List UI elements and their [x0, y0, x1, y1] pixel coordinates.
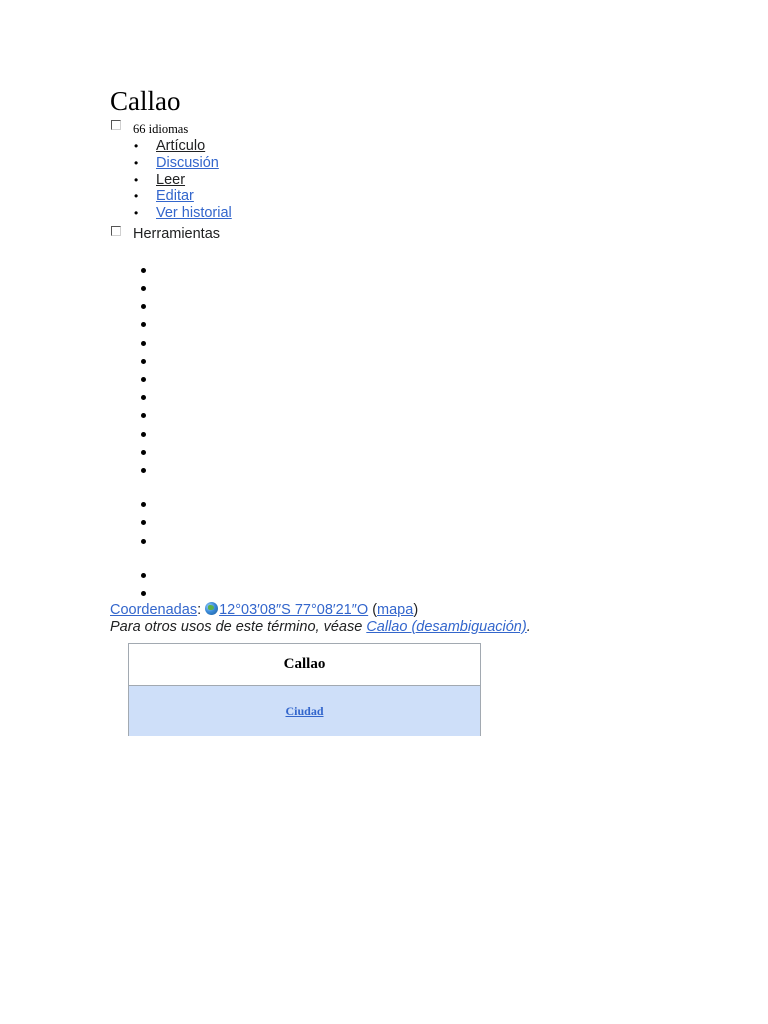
tab-discusion[interactable] [134, 155, 219, 172]
tools-list-bullet [141, 286, 146, 291]
tools-toggle-checkbox[interactable] [111, 226, 121, 236]
tools-list-bullet [141, 502, 146, 507]
bullet-icon: • [134, 139, 139, 153]
tab-ver-historial-link[interactable]: Ver historial [156, 205, 232, 221]
bullet-icon: • [134, 206, 139, 220]
tools-list-bullet [141, 573, 146, 578]
infobox-type-row [129, 686, 480, 736]
tab-articulo[interactable] [134, 138, 205, 155]
tab-leer-link[interactable]: Leer [156, 172, 186, 188]
bullet-icon: • [134, 189, 139, 203]
disambiguation-hatnote [110, 618, 531, 636]
tools-list-bullet [141, 341, 146, 346]
tools-list-bullet [141, 450, 146, 455]
hatnote-suffix: . [526, 619, 531, 635]
hatnote-prefix: Para otros usos de este término, véase [110, 619, 367, 635]
tools-list-bullet [141, 432, 146, 437]
tools-list-bullet [141, 322, 146, 327]
coordinates-separator: : [197, 602, 202, 618]
infobox-type-link[interactable]: Ciudad [285, 704, 324, 718]
tools-list-bullet [141, 268, 146, 273]
map-link[interactable]: mapa [377, 602, 414, 618]
bullet-icon: • [134, 156, 139, 170]
tools-button[interactable]: Herramientas [133, 226, 221, 242]
coordinates-open-paren: ( [368, 602, 378, 618]
tools-list-bullet [141, 591, 146, 596]
tab-leer[interactable] [134, 172, 185, 189]
tab-ver-historial[interactable] [134, 205, 232, 222]
languages-button[interactable]: 66 idiomas [133, 122, 189, 136]
coordinates-close-paren: ) [413, 602, 419, 618]
coordinates-line [110, 601, 418, 619]
tab-discusion-link[interactable]: Discusión [156, 155, 219, 171]
tools-list-bullet [141, 377, 146, 382]
tools-list-bullet [141, 520, 146, 525]
tools-list-bullet [141, 468, 146, 473]
tools-list-bullet [141, 395, 146, 400]
tab-editar-link[interactable]: Editar [156, 188, 194, 204]
tab-articulo-link[interactable]: Artículo [156, 138, 206, 154]
tools-list-bullet [141, 539, 146, 544]
infobox-title: Callao [129, 644, 480, 686]
page-title: Callao [110, 86, 181, 116]
disambiguation-link[interactable]: Callao (desambiguación) [366, 619, 527, 635]
tools-list-bullet [141, 304, 146, 309]
bullet-icon: • [134, 173, 139, 187]
infobox [128, 643, 481, 736]
globe-icon[interactable] [205, 602, 218, 615]
languages-toggle-checkbox[interactable] [111, 120, 121, 130]
coordinates-value-link[interactable]: 12°03′08″S 77°08′21″O [219, 602, 369, 618]
tools-list-bullet [141, 359, 146, 364]
tools-list-bullet [141, 413, 146, 418]
coordinates-link[interactable]: Coordenadas [110, 602, 198, 618]
tab-editar[interactable] [134, 188, 194, 205]
